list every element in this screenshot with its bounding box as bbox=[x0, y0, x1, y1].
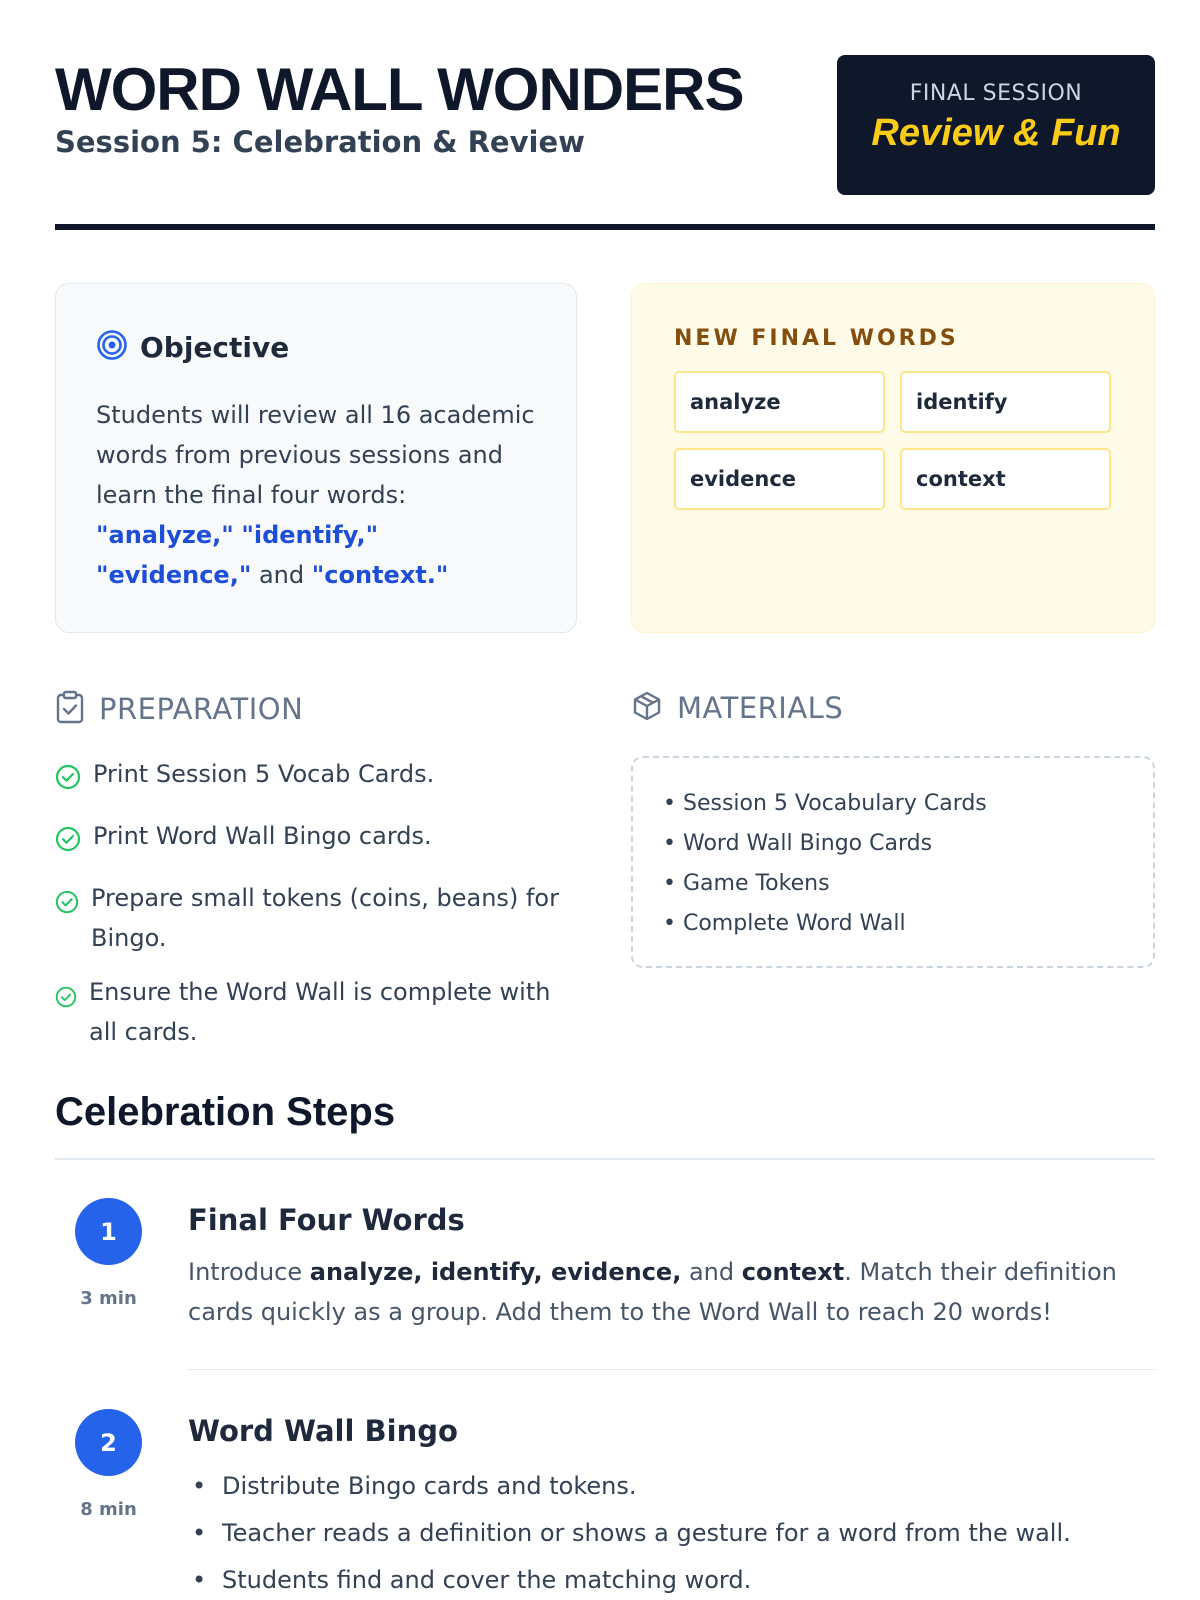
preparation-item-text: Prepare small tokens (coins, beans) for Bingo. bbox=[91, 884, 559, 952]
objective-word-identify: "identify," bbox=[241, 521, 379, 549]
badge-title: Review & Fun bbox=[871, 112, 1121, 154]
step-title: Final Four Words bbox=[188, 1203, 465, 1237]
step-duration: 3 min bbox=[80, 1288, 137, 1309]
check-circle-icon bbox=[55, 886, 79, 926]
header bbox=[55, 55, 1155, 230]
list-item: • Session 5 Vocabulary Cards bbox=[663, 784, 1123, 824]
list-item bbox=[55, 972, 575, 1052]
target-icon bbox=[96, 329, 128, 365]
step-1 bbox=[55, 1198, 1155, 1338]
new-words-title: NEW FINAL WORDS bbox=[674, 326, 959, 351]
step-desc-and: and bbox=[681, 1258, 742, 1286]
preparation-item-text: Ensure the Word Wall is complete with all cards. bbox=[89, 978, 551, 1046]
session-badge bbox=[837, 55, 1155, 195]
materials-title: MATERIALS bbox=[677, 691, 844, 725]
new-words-card bbox=[631, 283, 1155, 633]
badge-label: FINAL SESSION bbox=[909, 81, 1083, 106]
objective-word-analyze: "analyze," bbox=[96, 521, 234, 549]
objective-intro: Students will review all 16 academic words from previous sessions and learn the final four words: bbox=[96, 401, 535, 509]
preparation-title: PREPARATION bbox=[99, 692, 304, 726]
objective-title: Objective bbox=[140, 330, 290, 364]
preparation-header bbox=[55, 690, 303, 728]
check-circle-icon bbox=[55, 980, 77, 1020]
list-item bbox=[55, 878, 575, 958]
page-title: WORD WALL WONDERS bbox=[55, 56, 744, 123]
list-item: • Students find and cover the matching word. bbox=[188, 1557, 1155, 1600]
list-item: • Game Tokens bbox=[663, 864, 1123, 904]
objective-text bbox=[96, 395, 536, 595]
word-chip: identify bbox=[900, 371, 1111, 433]
word-chip: context bbox=[900, 448, 1111, 510]
step-body bbox=[188, 1409, 1155, 1600]
list-item: • Complete Word Wall bbox=[663, 904, 1123, 944]
step-desc-bold-words: analyze, identify, evidence, bbox=[309, 1258, 682, 1286]
step-body bbox=[188, 1198, 1155, 1332]
step-desc-intro: Introduce bbox=[188, 1258, 310, 1286]
step-bullet-list bbox=[188, 1463, 1155, 1600]
list-item: • Teacher reads a definition or shows a gesture for a word from the wall. bbox=[188, 1510, 1155, 1557]
materials-box bbox=[631, 756, 1155, 968]
materials-header bbox=[631, 690, 843, 726]
preparation-list bbox=[55, 754, 575, 1066]
step-duration: 8 min bbox=[80, 1499, 137, 1520]
step-description bbox=[188, 1252, 1155, 1332]
list-item: • Word Wall Bingo Cards bbox=[663, 824, 1123, 864]
list-item: • Distribute Bingo cards and tokens. bbox=[188, 1463, 1155, 1510]
objective-word-evidence: "evidence," bbox=[96, 561, 252, 589]
objective-word-context: "context." bbox=[311, 561, 449, 589]
step-desc-rest: . Match their definition cards quickly as a group. Add them to the Word Wall to reach 20 words! bbox=[188, 1258, 1117, 1326]
check-circle-icon bbox=[55, 824, 81, 864]
check-circle-icon bbox=[55, 762, 81, 802]
clipboard-check-icon bbox=[55, 690, 85, 728]
steps-heading: Celebration Steps bbox=[55, 1090, 1155, 1160]
step-number-badge: 2 bbox=[75, 1409, 142, 1476]
step-title: Word Wall Bingo bbox=[188, 1414, 458, 1448]
package-icon bbox=[631, 690, 663, 726]
new-words-grid bbox=[674, 371, 1112, 510]
word-chip: evidence bbox=[674, 448, 885, 510]
page-subtitle: Session 5: Celebration & Review bbox=[55, 125, 585, 159]
objective-and: and bbox=[258, 561, 305, 589]
step-desc-bold-last: context bbox=[741, 1258, 845, 1286]
preparation-item-text: Print Word Wall Bingo cards. bbox=[93, 822, 432, 850]
objective-card bbox=[55, 283, 577, 633]
list-item bbox=[55, 816, 575, 864]
preparation-item-text: Print Session 5 Vocab Cards. bbox=[93, 760, 435, 788]
list-item bbox=[55, 754, 575, 802]
step-2 bbox=[55, 1409, 1155, 1599]
step-divider bbox=[188, 1369, 1155, 1370]
step-number-badge: 1 bbox=[75, 1198, 142, 1265]
objective-header bbox=[96, 329, 536, 365]
word-chip: analyze bbox=[674, 371, 885, 433]
